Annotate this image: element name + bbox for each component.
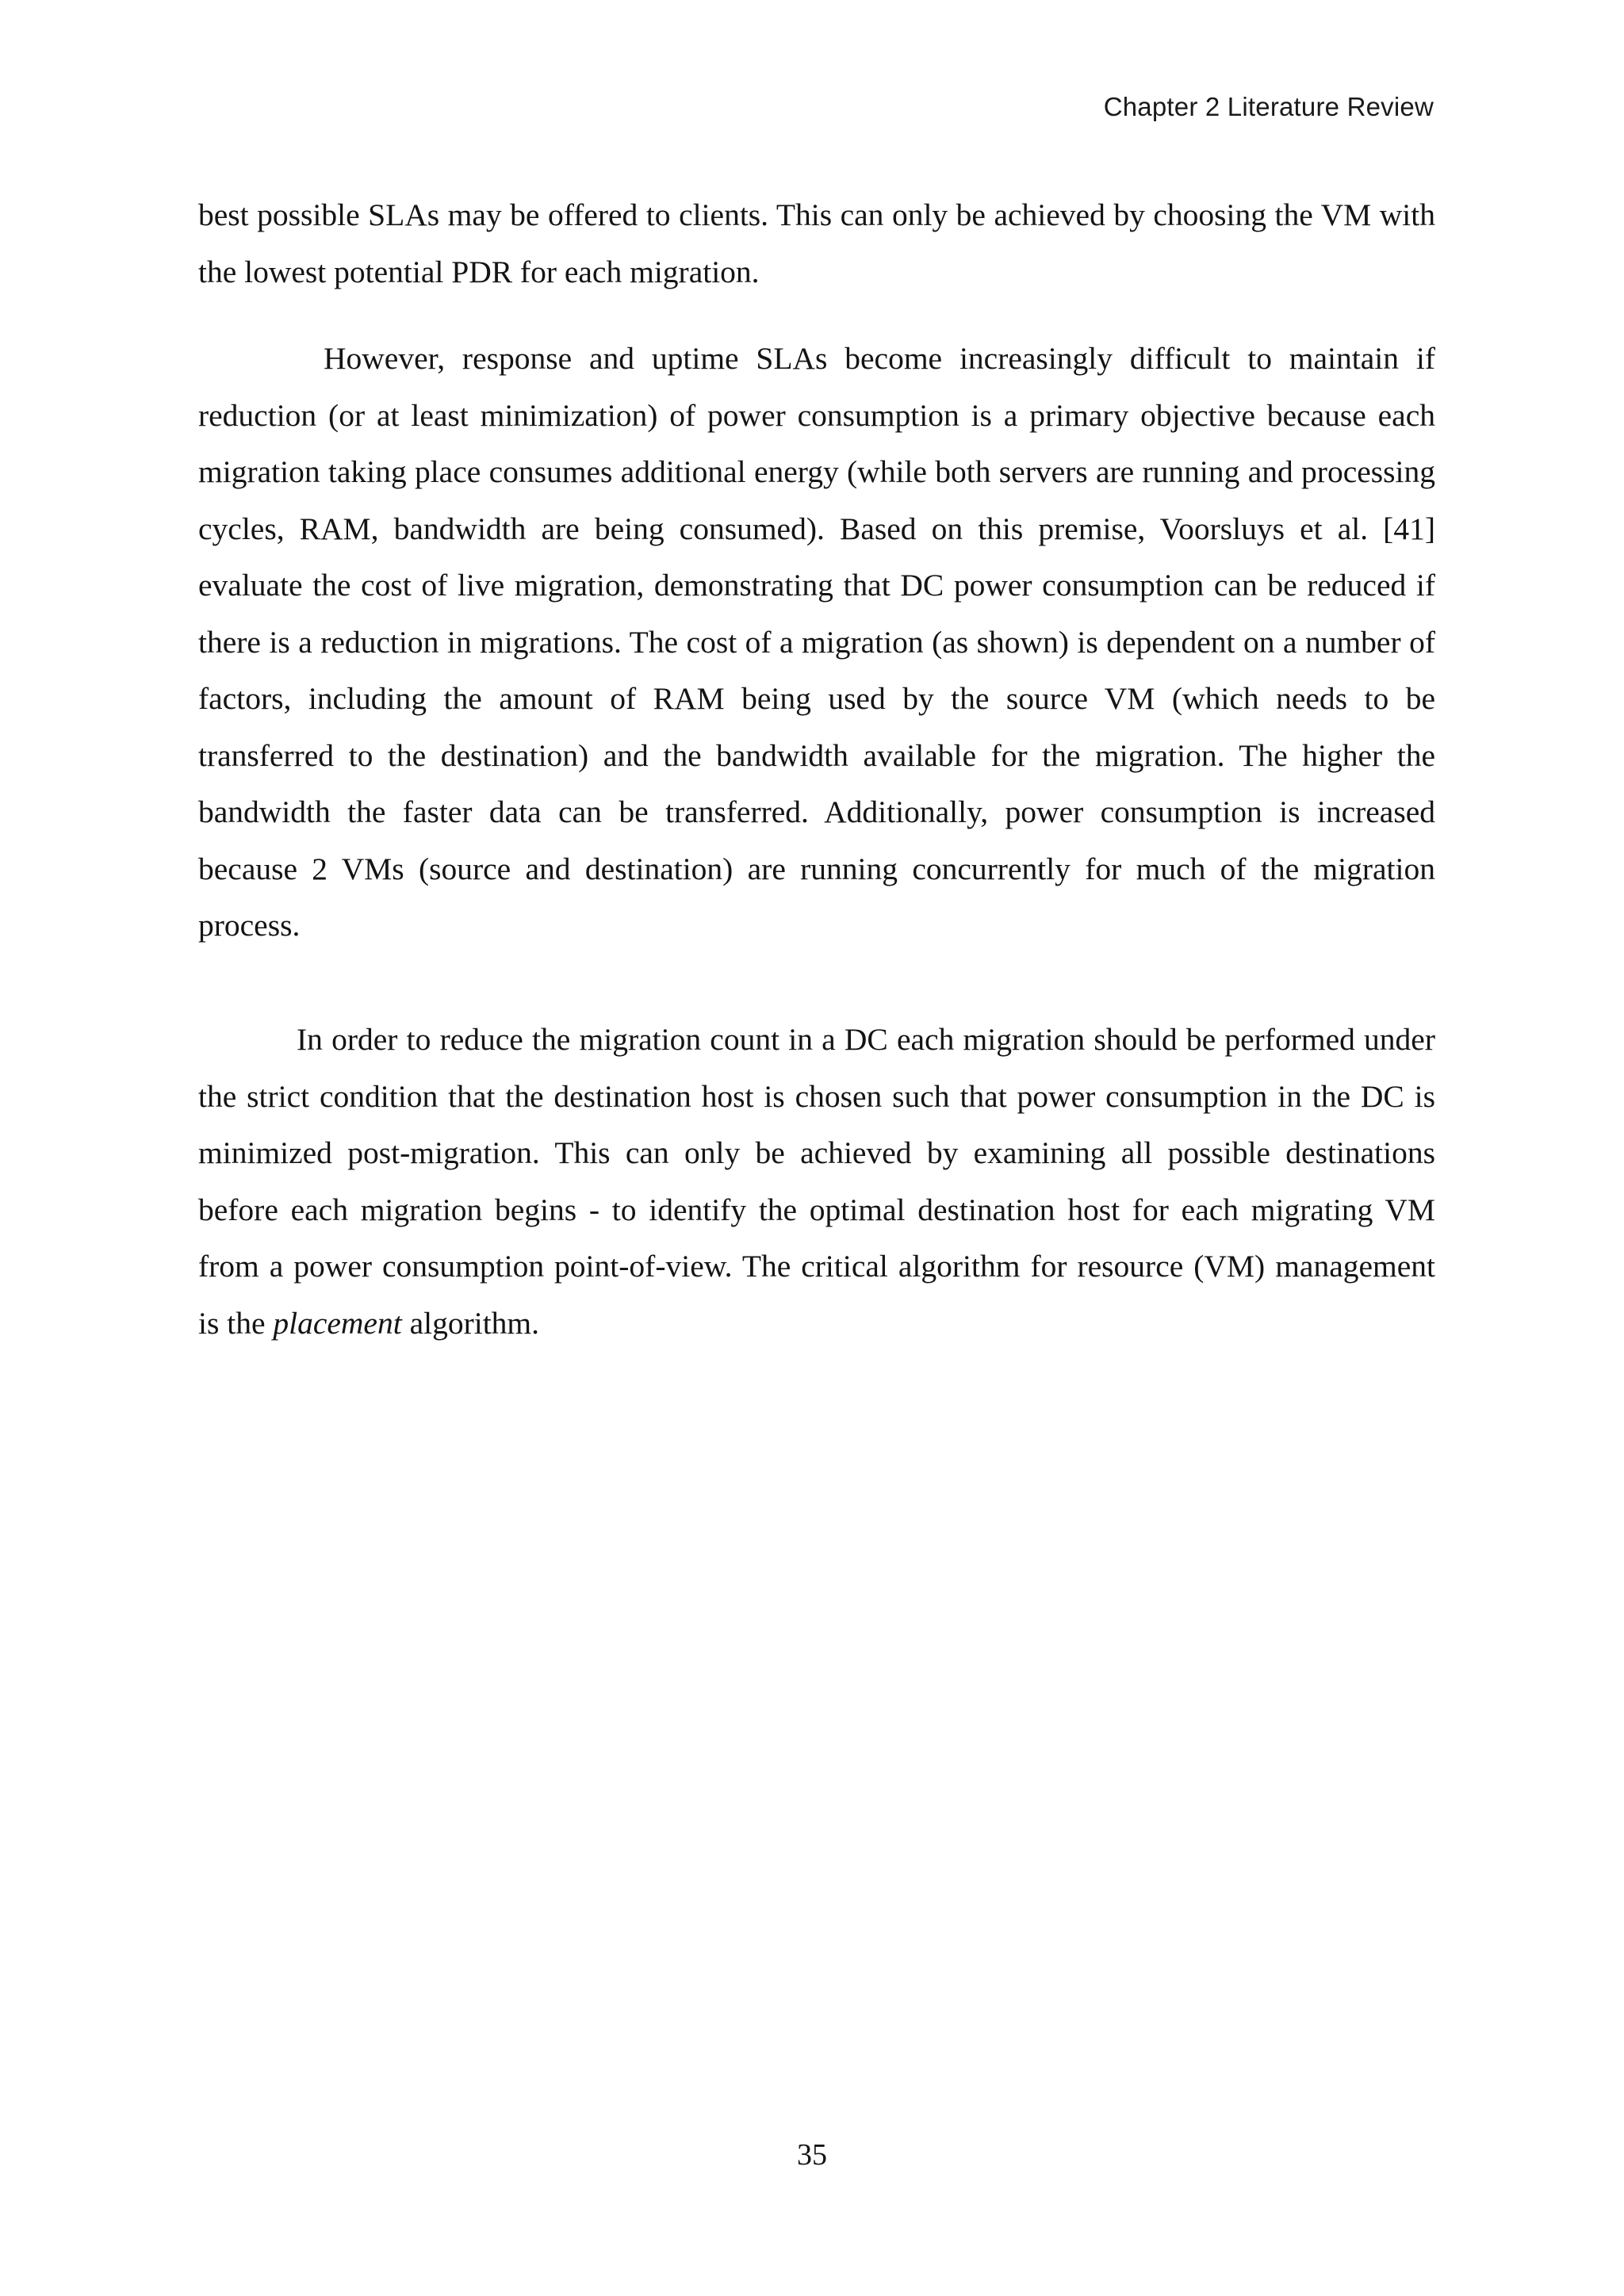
paragraph-1-text: best possible SLAs may be offered to clients. This can only be achieved by choosing the VM with the lowest potential PDR for each migration.: [198, 197, 1435, 289]
paragraph-3: [198, 1012, 1435, 1352]
paragraph-1: [198, 187, 1435, 300]
paragraph-3-start: In order to reduce the migration count in a DC each migration should be performed under the strict condition that the destination host is chosen such that power consumption in the DC is minimized post-migration. This can only be achieved by examining all possible destinations before each migration begins - to identify the optimal destination host for each migrating VM from a power consumption point-of-view. The critical algorithm for resource (VM) management is the: [198, 1022, 1435, 1341]
paragraph-3-text: [198, 1012, 1435, 1352]
paragraph-3-end: algorithm.: [401, 1305, 540, 1341]
paragraph-2-text: However, response and uptime SLAs become increasingly difficult to maintain if reduction (or at least minimization) of power consumption is a primary objective because each migration taking place consumes additional energy (while both servers are running and processing cycles, RAM, bandwidth are being consumed). Based on this premise, Voorsluys et al. [41] evaluate the cost of live migration, demonstrating that DC power consumption can be reduced if there is a reduction in migrations. The cost of a migration (as shown) is dependent on a number of factors, including the amount of RAM being used by the source VM (which needs to be transferred to the destination) and the bandwidth available for the migration. The higher the bandwidth the faster data can be transferred. Additionally, power consumption is increased because 2 VMs (source and destination) are running concurrently for much of the migration process.: [198, 341, 1435, 943]
paragraph-2: [198, 331, 1435, 955]
running-header: Chapter 2 Literature Review: [1103, 92, 1434, 121]
page-number: 35: [797, 2138, 827, 2172]
placement-emphasis: placement: [273, 1305, 402, 1341]
